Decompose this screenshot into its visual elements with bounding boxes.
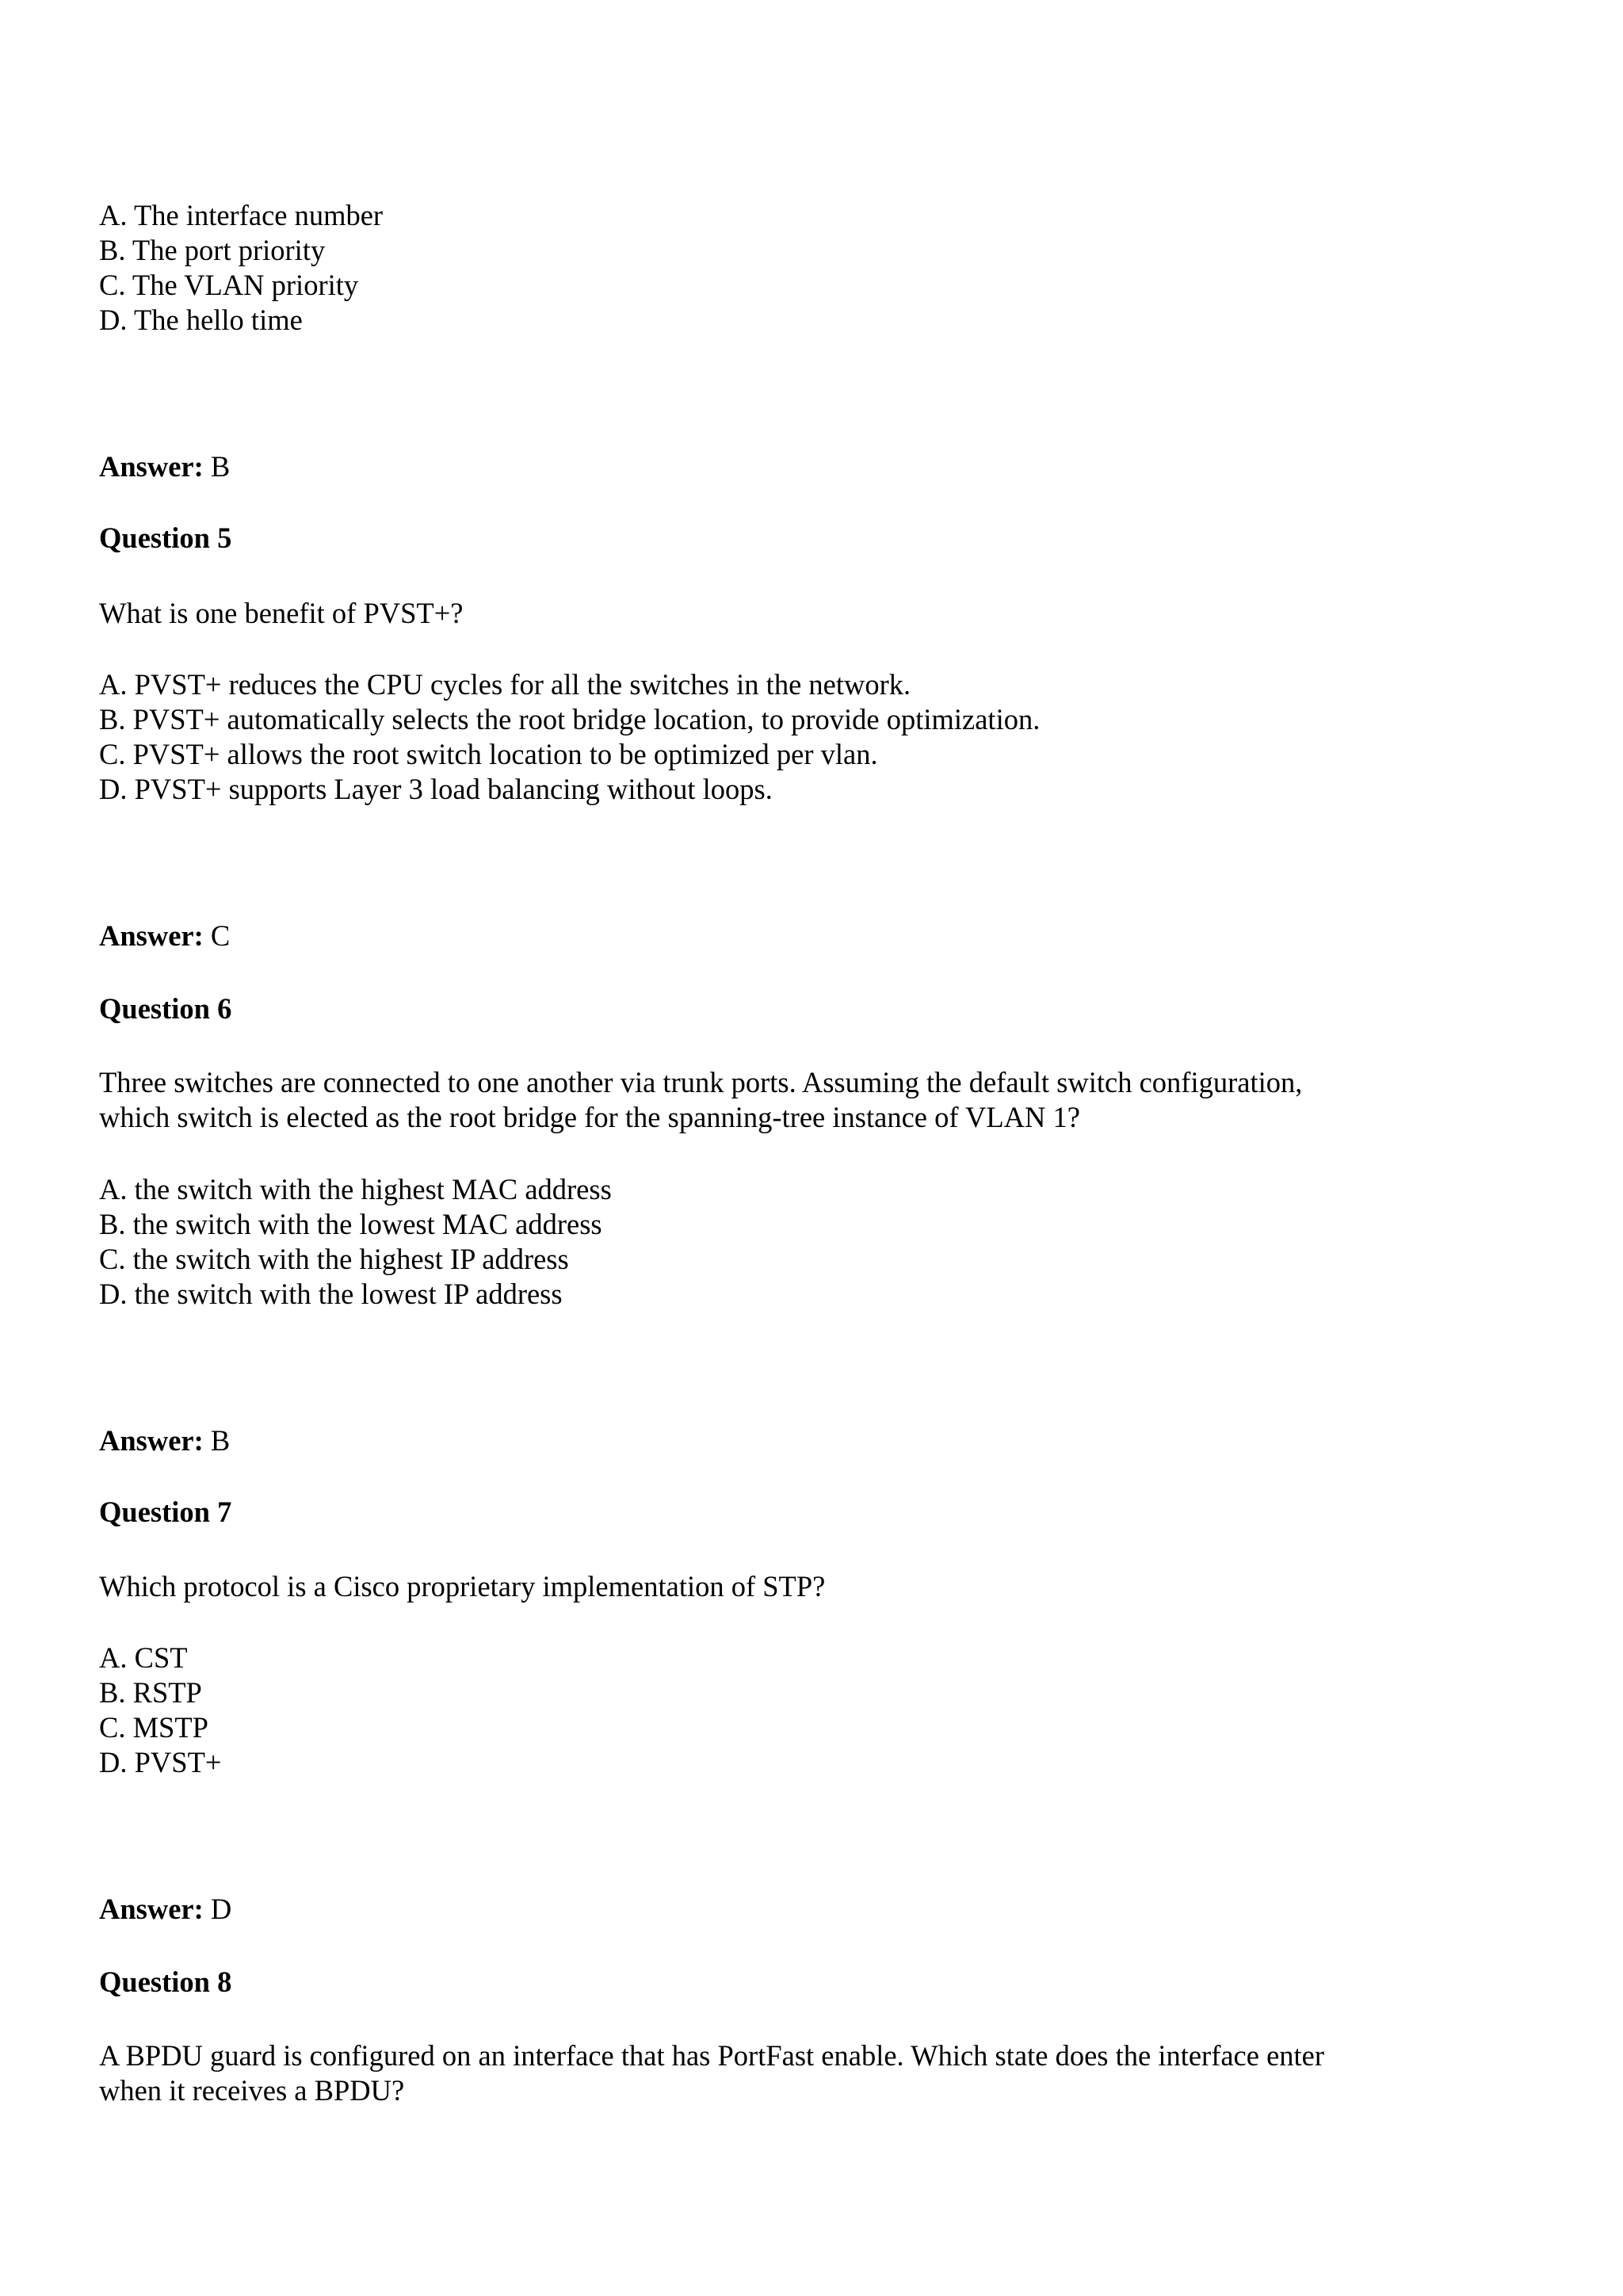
q6-text-line-2: which switch is elected as the root bridge for the spanning-tree instance of VLAN 1? xyxy=(99,1101,1080,1133)
q5-option-b: B. PVST+ automatically selects the root bridge location, to provide optimization. xyxy=(99,703,1041,735)
q5-answer xyxy=(99,919,230,953)
q5-title: Question 5 xyxy=(99,521,232,554)
answer-value: B xyxy=(210,450,231,483)
q7-text: Which protocol is a Cisco proprietary implementation of STP? xyxy=(99,1570,826,1603)
q5-option-c: C. PVST+ allows the root switch location to be optimized per vlan. xyxy=(99,738,878,770)
q5-option-d: D. PVST+ supports Layer 3 load balancing without loops. xyxy=(99,773,773,805)
q7-answer xyxy=(99,1892,231,1927)
q5-option-a: A. PVST+ reduces the CPU cycles for all the switches in the network. xyxy=(99,668,911,701)
q7-option-b: B. RSTP xyxy=(99,1676,202,1709)
q8-text-line-1: A BPDU guard is configured on an interface that has PortFast enable. Which state does the interface enter xyxy=(99,2039,1325,2072)
answer-label: Answer: xyxy=(99,450,204,483)
q6-option-c: C. the switch with the highest IP address xyxy=(99,1243,569,1275)
answer-value: D xyxy=(210,1893,232,1925)
q7-option-d: D. PVST+ xyxy=(99,1746,222,1778)
q8-title: Question 8 xyxy=(99,1966,232,1998)
answer-label: Answer: xyxy=(99,919,204,952)
q4-answer xyxy=(99,449,230,484)
q4-option-c: C. The VLAN priority xyxy=(99,269,359,301)
q6-text-line-1: Three switches are connected to one another via trunk ports. Assuming the default switch configuration, xyxy=(99,1066,1303,1098)
answer-label: Answer: xyxy=(99,1893,204,1925)
q4-option-b: B. The port priority xyxy=(99,234,326,266)
q6-option-b: B. the switch with the lowest MAC address xyxy=(99,1208,602,1240)
q6-answer xyxy=(99,1423,230,1458)
q6-option-d: D. the switch with the lowest IP address xyxy=(99,1278,563,1310)
q4-option-d: D. The hello time xyxy=(99,304,303,336)
q4-option-a: A. The interface number xyxy=(99,199,384,231)
answer-value: C xyxy=(210,919,231,952)
q7-option-c: C. MSTP xyxy=(99,1711,208,1744)
q5-text: What is one benefit of PVST+? xyxy=(99,597,464,629)
answer-label: Answer: xyxy=(99,1424,204,1457)
answer-value: B xyxy=(210,1424,231,1457)
q6-title: Question 6 xyxy=(99,992,232,1025)
q7-option-a: A. CST xyxy=(99,1641,188,1674)
q8-text-line-2: when it receives a BPDU? xyxy=(99,2074,405,2107)
q6-option-a: A. the switch with the highest MAC address xyxy=(99,1173,612,1205)
q7-title: Question 7 xyxy=(99,1496,232,1528)
